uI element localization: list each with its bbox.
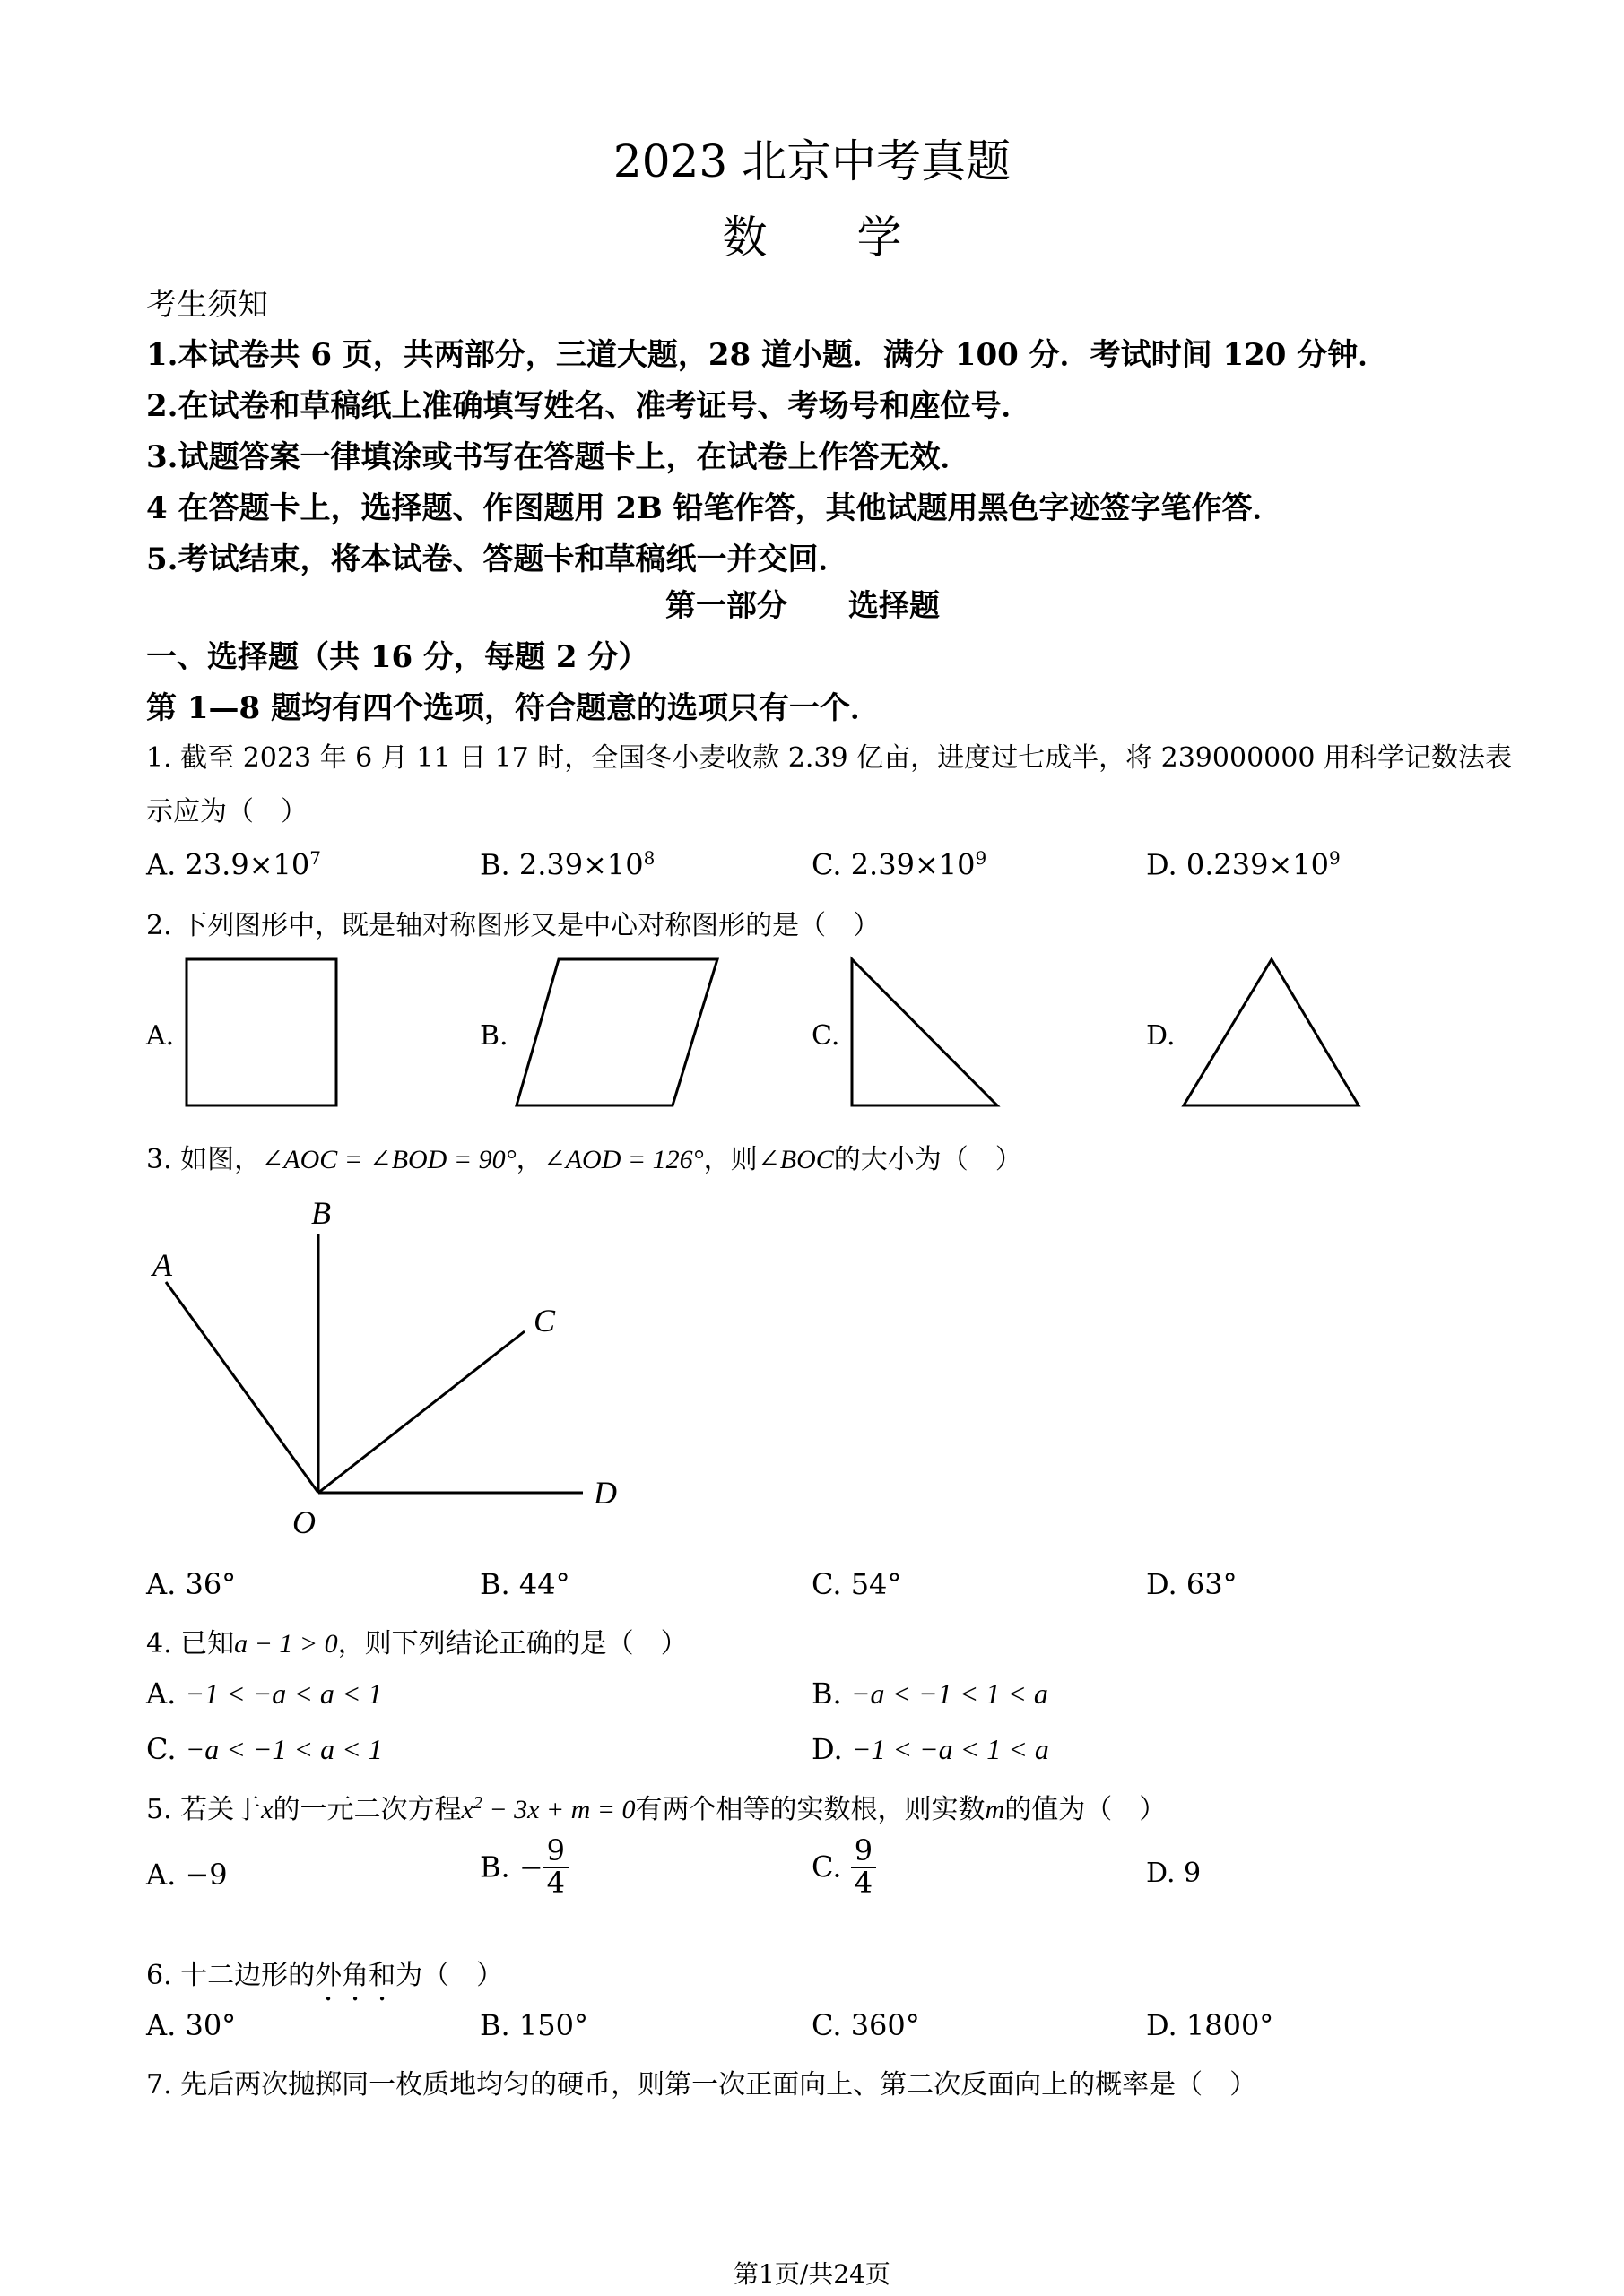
- ray-oa: [166, 1282, 318, 1493]
- q1-text-line2: 示应为（ ）: [146, 796, 308, 827]
- notice-item-5: 5.考试结束，将本试卷、答题卡和草稿纸一并交回．: [146, 542, 849, 577]
- q5-text: 5. 若关于x的一元二次方程$x^2 - 3x + m = 0$有两个相等的实数根，则实数m的值为（ ）: [146, 1793, 1167, 1825]
- equilateral-triangle-shape: [1184, 959, 1359, 1105]
- point-d-label: D: [594, 1475, 617, 1511]
- q3-option-b: B. 44°: [480, 1567, 570, 1601]
- q7-text: 7. 先后两次抛掷同一枚质地均匀的硬币，则第一次正面向上、第二次反面向上的概率是（ ）: [146, 2069, 1257, 2101]
- section-heading: 一、选择题（共 16 分，每题 2 分）: [146, 639, 649, 675]
- q5-option-b: B. − $\frac{9}{4}$: [480, 1836, 569, 1898]
- q5-option-d: D. 9: [1146, 1858, 1202, 1889]
- notice-heading: 考生须知: [146, 287, 268, 323]
- q1-option-b: B. $2.39\times 10^8$: [480, 847, 656, 882]
- q4-option-a: A. −1 < −a < a < 1: [146, 1677, 383, 1711]
- section-instruction: 第 1—8 题均有四个选项，符合题意的选项只有一个．: [146, 690, 881, 726]
- square-shape: [187, 959, 336, 1105]
- q3-option-d: D. 63°: [1146, 1567, 1238, 1601]
- notice-item-1: 1.本试卷共 6 页，共两部分，三道大题，28 道小题．满分 100 分．考试时间 120 分钟．: [146, 337, 1389, 373]
- q4-text: 4. 已知a − 1 > 0，则下列结论正确的是（ ）: [146, 1628, 688, 1659]
- q5-option-c: C. $\frac{9}{4}$: [812, 1836, 876, 1898]
- q6-option-a: A. 30°: [146, 2008, 237, 2042]
- q1-option-c: C. $2.39\times 10^9$: [812, 847, 987, 882]
- q2-label-a: A.: [146, 1020, 175, 1052]
- q1-option-a: A. $23.9\times 10^7$: [146, 847, 321, 882]
- right-triangle-shape: [852, 959, 997, 1105]
- q3-option-a: A. 36°: [146, 1567, 237, 1601]
- q1-text-line1: 1. 截至 2023 年 6 月 11 日 17 时，全国冬小麦收款 2.39 亿亩，进度过七成半，将 239000000 用科学记数法表: [146, 742, 1512, 774]
- page-footer: 第1页/共24页: [734, 2259, 890, 2289]
- q2-label-c: C.: [812, 1020, 840, 1052]
- point-a-label: A: [152, 1247, 172, 1283]
- subject-title: 数 学: [722, 212, 902, 264]
- page-title: 2023 北京中考真题: [612, 135, 1012, 187]
- q2-text: 2. 下列图形中，既是轴对称图形又是中心对称图形的是（ ）: [146, 910, 881, 941]
- q5-option-a: A. −9: [146, 1858, 228, 1892]
- q2-figures: [0, 950, 1624, 1130]
- ray-oc: [318, 1331, 525, 1493]
- q6-option-d: D. 1800°: [1146, 2008, 1274, 2042]
- q3-text: 3. 如图，∠AOC = ∠BOD = 90°，∠AOD = 126°，则∠BOC的大小为（ ）: [146, 1144, 1022, 1175]
- q2-label-d: D.: [1146, 1020, 1176, 1052]
- q4-option-c: C. −a < −1 < a < 1: [146, 1732, 383, 1766]
- q4-option-b: B. −a < −1 < 1 < a: [812, 1677, 1048, 1711]
- notice-item-4: 4 在答题卡上，选择题、作图题用 2B 铅笔作答，其他试题用黑色字迹签字笔作答．: [146, 490, 1283, 526]
- q6-option-b: B. 150°: [480, 2008, 588, 2042]
- q1-option-d: D. $0.239\times 10^9$: [1146, 847, 1341, 882]
- notice-item-2: 2.在试卷和草稿纸上准确填写姓名、准考证号、考场号和座位号．: [146, 388, 1032, 424]
- point-b-label: B: [311, 1195, 331, 1231]
- q4-option-d: D. −1 < −a < 1 < a: [812, 1732, 1049, 1766]
- point-c-label: C: [534, 1303, 556, 1339]
- notice-item-3: 3.试题答案一律填涂或书写在答题卡上，在试卷上作答无效．: [146, 439, 971, 475]
- parallelogram-shape: [517, 959, 717, 1105]
- point-o-label: O: [292, 1504, 316, 1540]
- q6-option-c: C. 360°: [812, 2008, 920, 2042]
- q3-option-c: C. 54°: [812, 1567, 902, 1601]
- q2-label-b: B.: [480, 1020, 508, 1052]
- q6-text: 6. 十二边形的外角和为（ ）: [146, 1960, 504, 1991]
- part-title: 第一部分 选择题: [665, 588, 940, 624]
- q3-angle-figure: [0, 1183, 717, 1542]
